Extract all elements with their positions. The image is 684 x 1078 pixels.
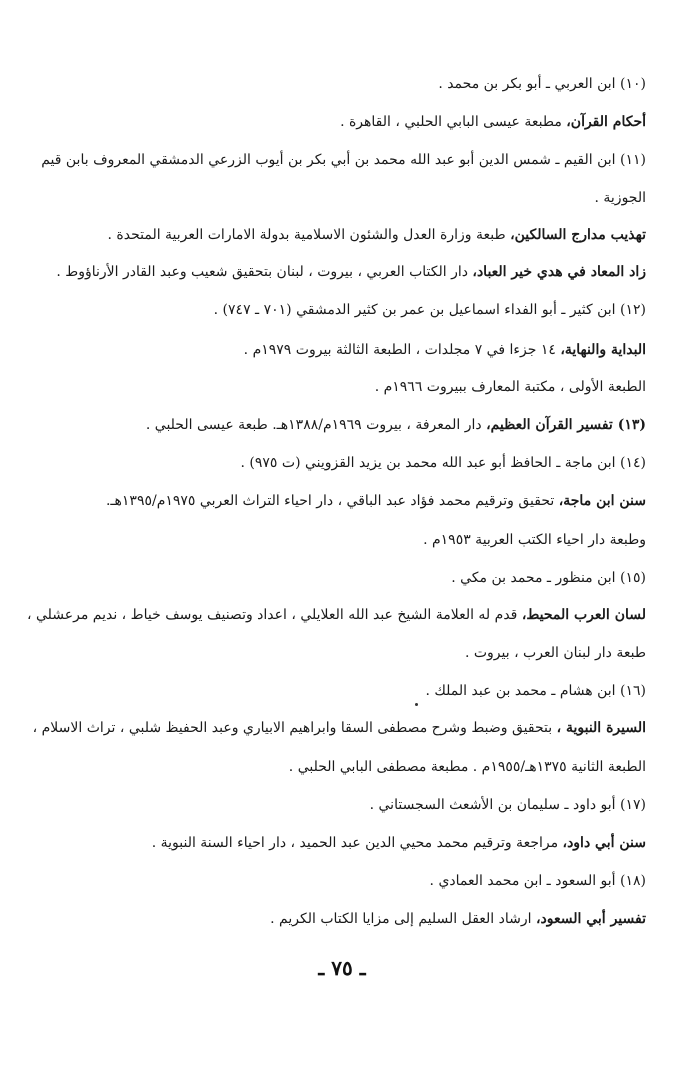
page-number: ـ ٧٥ ـ <box>318 956 366 980</box>
bib-line: سنن أبي داود، مراجعة وترقيم محمد محيي الدين عبد الحميد ، دار احياء السنة النبوية . <box>151 835 646 851</box>
bib-line: لسان العرب المحيط، قدم له العلامة الشيخ عبد الله العلايلي ، اعداد وتصنيف يوسف خياط ، نديم مرعشلي ، <box>26 607 646 623</box>
bib-line: الطبعة الأولى ، مكتبة المعارف ببيروت ١٩٦٦م . <box>374 379 646 395</box>
bib-line: زاد المعاد في هدي خير العباد، دار الكتاب العربي ، بيروت ، لبنان بتحقيق شعيب وعبد القادر الأرناؤوط . <box>56 264 646 280</box>
bib-line: (١٢) ابن كثير ـ أبو الفداء اسماعيل بن عمر بن كثير الدمشقي (٧٠١ ـ ٧٤٧) . <box>213 302 646 318</box>
bib-line: (١٤) ابن ماجة ـ الحافظ أبو عبد الله محمد بن يزيد القزويني (ت ٩٧٥) . <box>240 455 646 471</box>
bib-line: (١٨) أبو السعود ـ ابن محمد العمادي . <box>429 873 646 889</box>
bib-line: وطبعة دار احياء الكتب العربية ١٩٥٣م . <box>423 532 646 548</box>
ink-speck <box>415 703 418 706</box>
bib-line: البداية والنهاية، ١٤ جزءا في ٧ مجلدات ، الطبعة الثالثة بيروت ١٩٧٩م . <box>243 342 646 358</box>
bib-line: طبعة دار لبنان العرب ، بيروت . <box>464 645 646 661</box>
bib-line: الجوزية . <box>594 190 646 206</box>
bib-line: سنن ابن ماجة، تحقيق وترقيم محمد فؤاد عبد الباقي ، دار احياء التراث العربي ١٩٧٥م/١٣٩٥هـ. <box>105 493 646 509</box>
bib-line: تفسير أبي السعود، ارشاد العقل السليم إلى مزايا الكتاب الكريم . <box>270 911 646 927</box>
bib-line: (١٦) ابن هشام ـ محمد بن عبد الملك . <box>425 683 646 699</box>
bib-line: (١٥) ابن منظور ـ محمد بن مكي . <box>451 570 646 586</box>
bib-line: (١٧) أبو داود ـ سليمان بن الأشعث السجستاني . <box>369 797 646 813</box>
bib-line: تهذيب مدارج السالكين، طبعة وزارة العدل والشئون الاسلامية بدولة الامارات العربية المتحدة . <box>107 227 646 243</box>
bib-line: (١٠) ابن العربي ـ أبو بكر بن محمد . <box>438 76 646 92</box>
bib-line: أحكام القرآن، مطبعة عيسى البابي الحلبي ، القاهرة . <box>340 114 646 130</box>
bib-line: الطبعة الثانية ١٣٧٥هـ/١٩٥٥م . مطبعة مصطفى البابي الحلبي . <box>288 759 646 775</box>
bib-line: (١٣) تفسير القرآن العظيم، دار المعرفة ، بيروت ١٩٦٩م/١٣٨٨هـ. طبعة عيسى الحلبي . <box>145 417 646 433</box>
bib-line: السيرة النبوية ، بتحقيق وضبط وشرح مصطفى السقا وابراهيم الابياري وعبد الحفيظ شلبي ، تراث الاسلام ، <box>32 720 646 736</box>
bib-line: (١١) ابن القيم ـ شمس الدين أبو عبد الله محمد بن أبي بكر بن أيوب الزرعي الدمشقي المعروف بابن قيم <box>41 152 646 168</box>
